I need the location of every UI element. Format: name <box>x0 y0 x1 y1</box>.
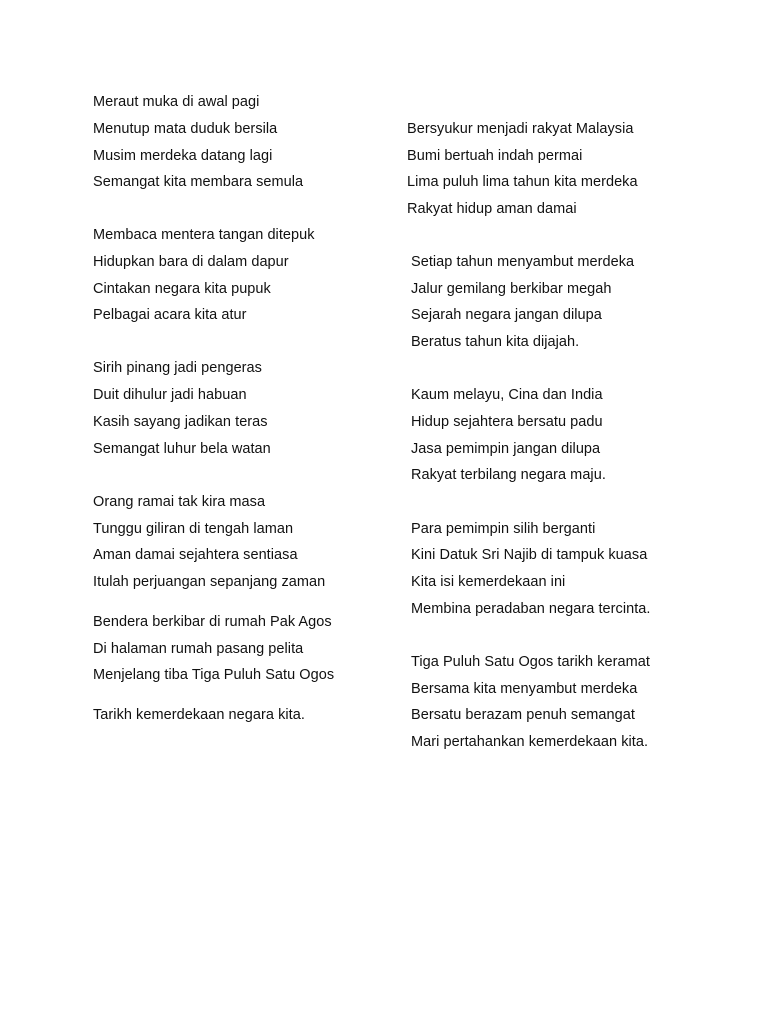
poem-line: Tiga Puluh Satu Ogos tarikh keramat <box>411 654 650 670</box>
poem-line: Kasih sayang jadikan teras <box>93 414 268 430</box>
poem-line: Bumi bertuah indah permai <box>407 148 583 164</box>
poem-line: Membina peradaban negara tercinta. <box>411 601 651 617</box>
poem-line: Menjelang tiba Tiga Puluh Satu Ogos <box>93 667 335 683</box>
poem-line: Sejarah negara jangan dilupa <box>411 307 602 323</box>
poem-line: Meraut muka di awal pagi <box>93 94 260 110</box>
poem-line: Musim merdeka datang lagi <box>93 148 273 164</box>
poem-line: Rakyat terbilang negara maju. <box>411 467 606 483</box>
poem-line: Kita isi kemerdekaan ini <box>411 574 566 590</box>
poem-line: Beratus tahun kita dijajah. <box>411 334 580 350</box>
poem-line: Setiap tahun menyambut merdeka <box>411 254 635 270</box>
poem-line: Sirih pinang jadi pengeras <box>93 360 262 376</box>
poem-line: Bersatu berazam penuh semangat <box>411 707 635 723</box>
poem-line: Jasa pemimpin jangan dilupa <box>411 441 601 457</box>
poem-line: Tarikh kemerdekaan negara kita. <box>93 707 305 723</box>
poem-line: Bendera berkibar di rumah Pak Agos <box>93 614 332 630</box>
poem-line: Orang ramai tak kira masa <box>93 494 266 510</box>
poem-line: Pelbagai acara kita atur <box>93 307 247 323</box>
poem-line: Cintakan negara kita pupuk <box>93 281 271 297</box>
poem-line: Hidup sejahtera bersatu padu <box>411 414 603 430</box>
poem-line: Kaum melayu, Cina dan India <box>411 387 603 403</box>
poem-line: Jalur gemilang berkibar megah <box>411 281 612 297</box>
poem-line: Aman damai sejahtera sentiasa <box>93 547 298 563</box>
poem-line: Itulah perjuangan sepanjang zaman <box>93 574 326 590</box>
poem-line: Membaca mentera tangan ditepuk <box>93 227 315 243</box>
poem-line: Lima puluh lima tahun kita merdeka <box>407 174 638 190</box>
poem-line: Di halaman rumah pasang pelita <box>93 641 304 657</box>
poem-line: Hidupkan bara di dalam dapur <box>93 254 289 270</box>
poem-line: Para pemimpin silih berganti <box>411 521 596 537</box>
poem-line: Menutup mata duduk bersila <box>93 121 278 137</box>
poem-line: Semangat luhur bela watan <box>93 441 271 457</box>
poem-line: Mari pertahankan kemerdekaan kita. <box>411 734 649 750</box>
poem-line: Rakyat hidup aman damai <box>407 201 577 217</box>
poem-line: Semangat kita membara semula <box>93 174 304 190</box>
poem-line: Kini Datuk Sri Najib di tampuk kuasa <box>411 547 648 563</box>
poem-line: Bersama kita menyambut merdeka <box>411 681 638 697</box>
poem-line: Duit dihulur jadi habuan <box>93 387 247 403</box>
poem-line: Tunggu giliran di tengah laman <box>93 521 294 537</box>
poem-line: Bersyukur menjadi rakyat Malaysia <box>407 121 634 137</box>
